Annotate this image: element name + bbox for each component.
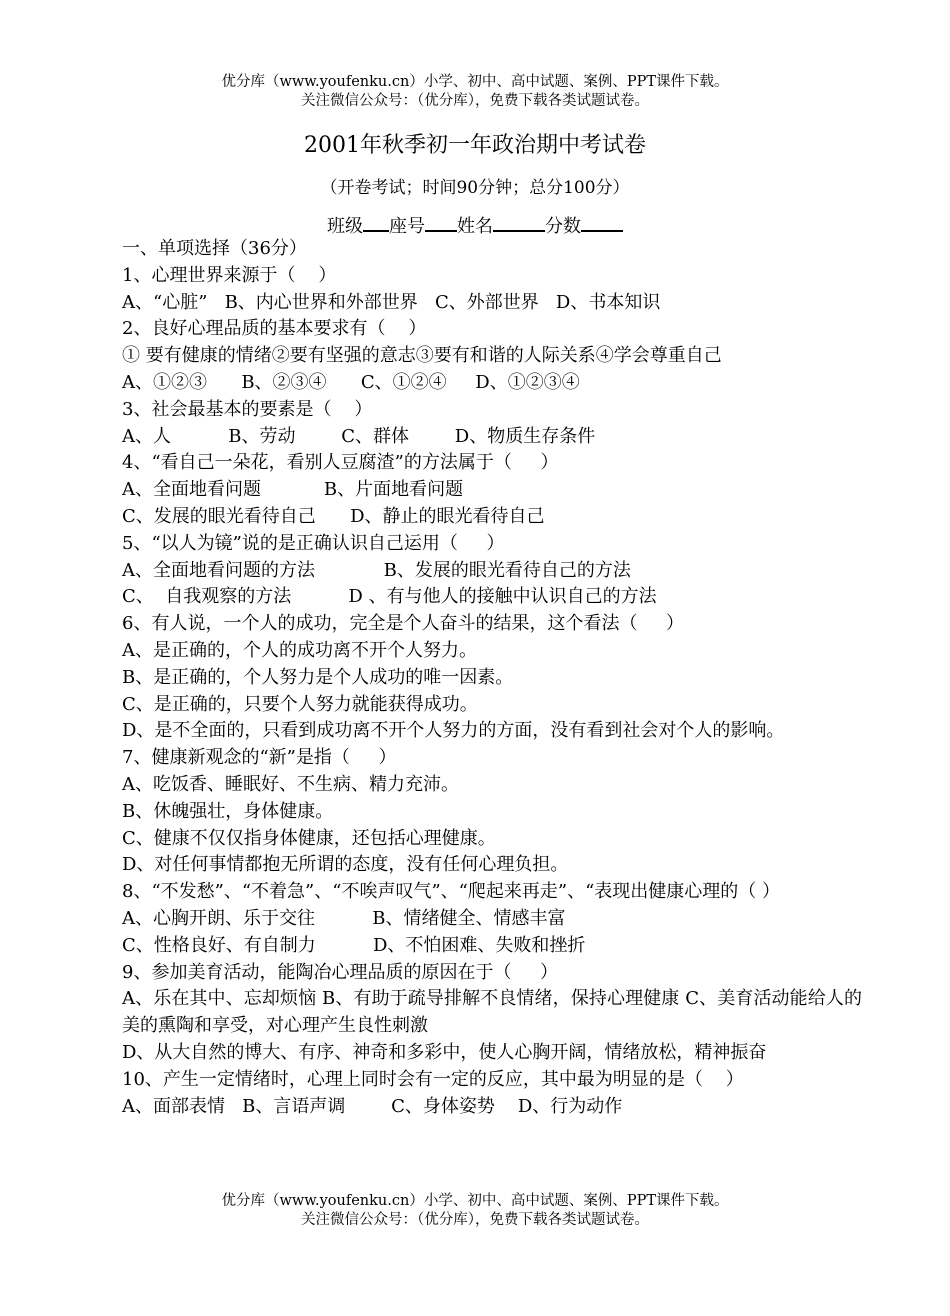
question-2-options: A、①②③ B、②③④ C、①②④ D、①②③④ <box>122 371 580 393</box>
question-8: 8、“不发愁”、“不着急”、“不唉声叹气”、“爬起来再走”、“表现出健康心理的（ ） <box>122 881 780 903</box>
name-label: 姓名 <box>457 216 493 237</box>
class-blank <box>363 212 389 232</box>
question-3-options: A、人 B、劳动 C、群体 D、物质生存条件 <box>122 425 596 447</box>
question-10: 10、产生一定情绪时，心理上同时会有一定的反应，其中最为明显的是（ ） <box>122 1068 744 1090</box>
question-5-options-cd: C、 自我观察的方法 D 、有与他人的接触中认识自己的方法 <box>122 586 657 608</box>
page-header <box>0 73 950 111</box>
question-4-options-cd: C、发展的眼光看待自己 D、静止的眼光看待自己 <box>122 505 545 527</box>
question-6-option-d: D、是不全面的，只看到成功离不开个人努力的方面，没有看到社会对个人的影响。 <box>122 720 785 742</box>
header-line-1: 优分库（www.youfenku.cn）小学、初中、高中试题、案例、PPT课件下载。 <box>221 74 729 90</box>
question-5: 5、“以人为镜”说的是正确认识自己运用（ ） <box>122 532 505 554</box>
score-blank <box>581 212 623 232</box>
question-3: 3、社会最基本的要素是（ ） <box>122 398 373 420</box>
question-2-statements: ① 要有健康的情绪②要有坚强的意志③要有和谐的人际关系④学会尊重自己 <box>122 345 722 367</box>
student-info-line <box>0 212 950 238</box>
header-line-2: 关注微信公众号：（优分库），免费下载各类试题试卷。 <box>301 93 649 109</box>
class-label: 班级 <box>327 216 363 237</box>
question-9-options-abc: A、乐在其中、忘却烦恼 B、有助于疏导排解不良情绪，保持心理健康 C、美育活动能给人的美的熏陶和享受，对心理产生良性刺激 <box>122 988 862 1037</box>
question-7-option-d: D、对任何事情都抱无所谓的态度，没有任何心理负担。 <box>122 854 569 876</box>
exam-subtitle: （开卷考试；时间90分钟；总分100分） <box>320 178 630 198</box>
question-1-options: A、“心脏” B、内心世界和外部世界 C、外部世界 D、书本知识 <box>122 291 661 313</box>
question-6-option-a: A、是正确的，个人的成功离不开个人努力。 <box>122 639 477 661</box>
question-9: 9、参加美育活动，能陶冶心理品质的原因在于（ ） <box>122 961 559 983</box>
question-7-option-b: B、休魄强壮，身体健康。 <box>122 800 334 822</box>
name-blank <box>493 212 545 232</box>
footer-line-2: 关注微信公众号：（优分库），免费下载各类试题试卷。 <box>301 1212 649 1228</box>
seat-blank <box>425 212 457 232</box>
question-7: 7、健康新观念的“新”是指（ ） <box>122 747 397 769</box>
question-8-options-ab: A、心胸开朗、乐于交往 B、情绪健全、情感丰富 <box>122 907 566 929</box>
question-10-options: A、面部表情 B、言语声调 C、身体姿势 D、行为动作 <box>122 1095 623 1117</box>
question-7-option-a: A、吃饭香、睡眠好、不生病、精力充沛。 <box>122 773 459 795</box>
score-label: 分数 <box>545 216 581 237</box>
question-6-option-c: C、是正确的，只要个人努力就能获得成功。 <box>122 693 478 715</box>
question-1: 1、心理世界来源于（ ） <box>122 264 337 286</box>
question-6: 6、有人说，一个人的成功，完全是个人奋斗的结果，这个看法（ ） <box>122 613 685 635</box>
question-7-option-c: C、健康不仅仅指身体健康，还包括心理健康。 <box>122 827 496 849</box>
question-6-option-b: B、是正确的，个人努力是个人成功的唯一因素。 <box>122 666 514 688</box>
footer-line-1: 优分库（www.youfenku.cn）小学、初中、高中试题、案例、PPT课件下载。 <box>221 1193 729 1209</box>
seat-label: 座号 <box>389 216 425 237</box>
question-4-options-ab: A、全面地看问题 B、片面地看问题 <box>122 479 464 501</box>
question-4: 4、“看自己一朵花，看别人豆腐渣”的方法属于（ ） <box>122 452 559 474</box>
question-9-option-d: D、从大自然的博大、有序、神奇和多彩中，使人心胸开阔，情绪放松，精神振奋 <box>122 1041 767 1063</box>
exam-questions <box>122 236 862 1120</box>
page-footer <box>0 1192 950 1230</box>
question-2: 2、良好心理品质的基本要求有（ ） <box>122 318 427 340</box>
question-8-options-cd: C、性格良好、有自制力 D、不怕困难、失败和挫折 <box>122 934 586 956</box>
question-5-options-ab: A、全面地看问题的方法 B、发展的眼光看待自己的方法 <box>122 559 631 581</box>
section-heading: 一、单项选择（36分） <box>122 238 307 259</box>
exam-title: 2001年秋季初一年政治期中考试卷 <box>304 133 646 158</box>
